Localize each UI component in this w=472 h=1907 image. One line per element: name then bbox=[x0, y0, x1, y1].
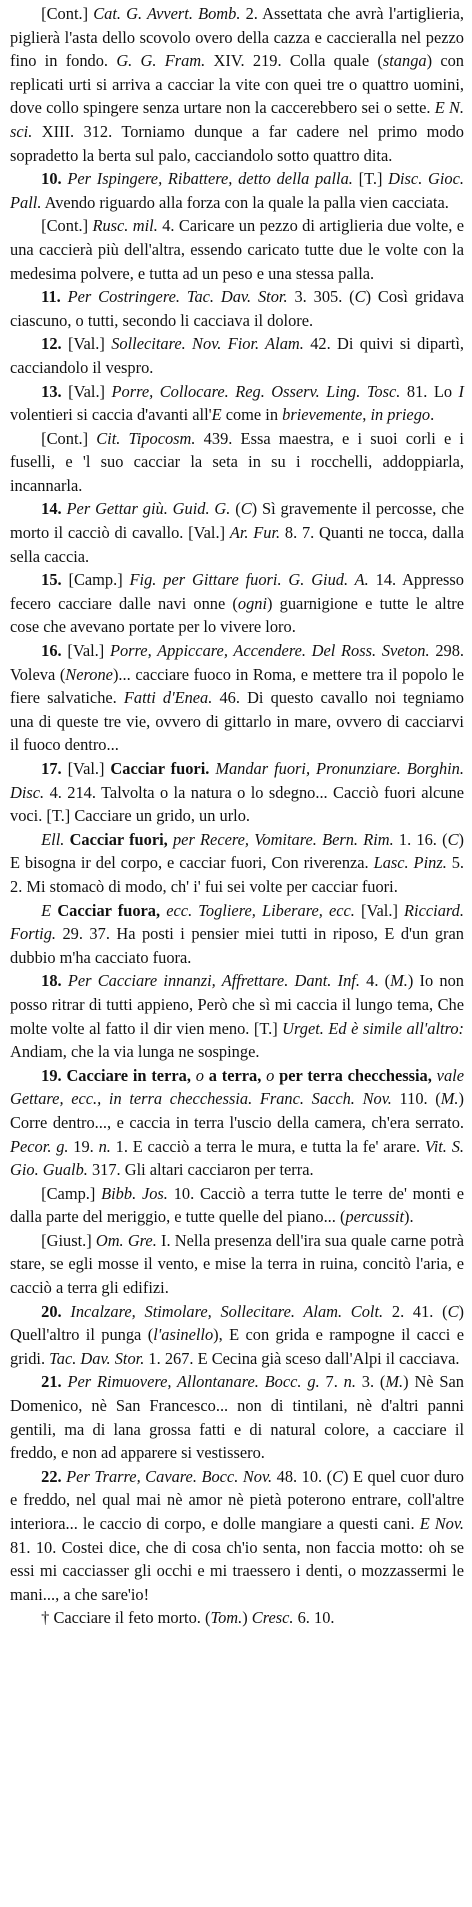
entry-paragraph bbox=[10, 1606, 464, 1630]
text-run: C bbox=[447, 1301, 459, 1321]
text-run: o bbox=[266, 1065, 275, 1085]
text-run: C bbox=[332, 1466, 344, 1486]
text-run: Porre, Collocare. Reg. Osserv. Ling. Tosc. bbox=[111, 381, 401, 401]
text-run: Lasc. Pinz. bbox=[373, 853, 447, 873]
text-run: Tom. bbox=[210, 1608, 243, 1628]
entry-paragraph bbox=[10, 214, 464, 285]
entry-paragraph bbox=[10, 1064, 464, 1182]
text-run: C bbox=[447, 829, 459, 849]
text-run: ecc. Togliere, Liberare, ecc. bbox=[166, 900, 355, 920]
text-run: I. Nella presenza dell'ira sua quale carne potrà stare, se egli mosse il vento, e mise la terra in ruina, concitò l'aria, e cacciò a terra gli edifizi. bbox=[10, 1230, 464, 1298]
text-run: Fig. per Gittare fuori. G. Giud. A. bbox=[129, 570, 369, 590]
entry-paragraph bbox=[10, 380, 464, 427]
text-run: 14. bbox=[41, 499, 67, 519]
text-run: percussit bbox=[345, 1207, 405, 1227]
text-run: come in bbox=[221, 405, 283, 425]
text-run: in priego bbox=[370, 405, 431, 425]
text-run: E N. sci. bbox=[10, 98, 464, 141]
text-run: ) Quell'altro il punga ( bbox=[10, 1301, 464, 1345]
text-run: volentieri si caccia d'avanti all' bbox=[10, 405, 212, 425]
text-run: stanga bbox=[382, 51, 427, 71]
text-run: Ricciard. Fortig. bbox=[10, 900, 464, 944]
text-run: M. bbox=[390, 971, 408, 991]
text-run: Per Costringere. Tac. Dav. Stor. bbox=[67, 287, 288, 307]
text-run: ) Così gridava ciascuno, o tutti, secondo li cacciava il dolore. bbox=[10, 287, 464, 330]
text-run: 19. bbox=[68, 1136, 99, 1156]
entry-paragraph bbox=[10, 969, 464, 1063]
text-run: 1. E cacciò a terra le mura, e tutta la fe' arare. bbox=[110, 1136, 425, 1156]
text-run: l'asinello bbox=[153, 1325, 214, 1345]
text-run: 3. ( bbox=[355, 1372, 386, 1392]
text-run: Per Gettar giù. Guid. G. bbox=[66, 499, 231, 519]
text-run: Per Rimuovere, Allontanare. Bocc. g. bbox=[67, 1372, 320, 1392]
text-run: 13. bbox=[41, 381, 69, 401]
text-run: E bbox=[211, 405, 222, 425]
text-run: 4. 214. Talvolta o la natura o lo sdegno... Cacciò fuori alcune voci. [T.] Cacciare un grido, un urlo. bbox=[10, 782, 464, 826]
text-run: I bbox=[458, 381, 465, 401]
text-run: n. bbox=[343, 1372, 356, 1392]
text-run: 1. 16. ( bbox=[393, 829, 448, 849]
text-run: 42. Di quivi si dipartì, cacciandolo il vespro. bbox=[10, 334, 464, 377]
text-run: Disc. Gioc. Pall. bbox=[10, 169, 464, 212]
text-run: [Val.] bbox=[354, 900, 405, 920]
text-run: ) Nè San Domenico, nè San Francesco... non di tintilani, nè d'altri panni gentili, ma di lana grossa fatti e di natural colore, a cacciare il freddo, e non ad apparere si vestissero. bbox=[10, 1372, 464, 1463]
text-run: [Cont.] bbox=[41, 4, 94, 23]
text-run: Om. Gre. bbox=[95, 1230, 157, 1250]
text-run: 17. bbox=[41, 759, 68, 778]
text-run: Cit. Tipocosm. bbox=[96, 428, 196, 448]
text-run: Cat. G. Avvert. Bomb. bbox=[93, 4, 241, 23]
entry-paragraph bbox=[10, 1300, 464, 1371]
text-run: E bbox=[41, 900, 58, 920]
text-run: Per Ispingere, Ribattere, detto della palla. bbox=[67, 169, 353, 189]
text-run: 81. 10. Costei dice, che di cosa ch'io senta, non faccia motto: oh se essi mi cacciasser gli occhi e mi traessero i denti, o mozzassermi le mani..., a che sare'io! bbox=[10, 1537, 464, 1604]
text-run: Per Trarre, Cavare. Bocc. Nov. bbox=[66, 1466, 273, 1486]
text-run: ) Sì gravemente il percosse, che morto il cacciò di cavallo. [Val.] bbox=[10, 499, 464, 543]
text-run: Avendo riguardo alla forza con la quale la palla vien cacciata. bbox=[41, 192, 449, 212]
text-run: Incalzare, Stimolare, Sollecitare. Alam. Colt. bbox=[70, 1301, 384, 1321]
text-run: 3. 305. ( bbox=[287, 287, 355, 307]
text-run: ( bbox=[230, 499, 241, 519]
text-run: 46. Di questo cavallo noi tegniamo una di queste tre vie, ovvero di gittarlo in mare, ovvero di cacciarvi il fuoco dentro... bbox=[10, 688, 464, 755]
entry-paragraph bbox=[10, 427, 464, 498]
entry-paragraph bbox=[10, 899, 464, 970]
entry-paragraph bbox=[10, 568, 464, 639]
text-run: Cresc. bbox=[251, 1608, 294, 1628]
text-run: 48. 10. ( bbox=[272, 1466, 333, 1486]
text-run: 16. bbox=[41, 641, 68, 661]
text-run: 439. Essa maestra, e i suoi corli e i fuselli, e 'l suo cacciar la seta in su i rocchelli, addoppiarla, incannarla. bbox=[10, 428, 464, 495]
entry-paragraph bbox=[10, 639, 464, 757]
text-run: 15. bbox=[41, 570, 69, 590]
text-run: ) bbox=[242, 1608, 252, 1628]
text-run: 317. Gli altari cacciaron per terra. bbox=[87, 1160, 314, 1180]
text-run: vale Gettare, ecc., in terra checchessia. Franc. Sacch. Nov. bbox=[10, 1065, 464, 1109]
text-run: XIII. 312. Torniamo dunque a far cadere nel primo modo sopradetto la berta sul palo, cacciandolo sotto quattro dita. bbox=[10, 121, 464, 165]
text-run: [Cont.] bbox=[41, 428, 97, 448]
text-run: 18. bbox=[41, 971, 68, 991]
text-run: ) con replicati urti si arriva a cacciar la vite con quei tre o quattro uomini, dove collo spingere senza urtare non la caccerebbero sei o sette. bbox=[10, 51, 464, 118]
text-run: 2. Assettata che avrà l'artiglieria, piglierà l'asta dello scovolo overo della cazza e caccieralla nel pezzo fino in fondo. bbox=[10, 4, 464, 71]
text-run: XIV. 219. Colla quale ( bbox=[205, 51, 383, 71]
text-run: [T.] bbox=[352, 169, 389, 189]
text-run: 14. Appresso fecero cacciare dalle navi onne ( bbox=[10, 570, 464, 613]
text-run: Cacciar fuori, bbox=[69, 829, 168, 849]
text-run: 81. Lo bbox=[400, 381, 459, 401]
text-run: . bbox=[430, 405, 435, 425]
text-run: Tac. Dav. Stor. bbox=[49, 1348, 145, 1368]
text-run: 21. bbox=[41, 1372, 68, 1392]
text-run: Andiam, che la via lunga ne sospinge. bbox=[10, 1042, 260, 1062]
text-run: [Camp.] bbox=[41, 1183, 102, 1203]
text-run: ) Corre dentro..., e caccia in terra l'uscio della camera, ch'era serrato. bbox=[10, 1089, 464, 1132]
entry-paragraph bbox=[10, 1370, 464, 1464]
text-run: Cacciar fuori. bbox=[110, 759, 210, 778]
text-run: ) guarnigione e tutte le altre cose che avevano portate per lo vivere loro. bbox=[10, 593, 464, 637]
text-run: Nerone bbox=[65, 664, 113, 684]
entry-paragraph bbox=[10, 167, 464, 214]
text-run: Pecor. g. bbox=[10, 1136, 69, 1156]
text-run: C bbox=[354, 287, 366, 307]
text-run: [Val.] bbox=[67, 759, 111, 778]
text-run: Cacciare in terra, bbox=[66, 1065, 191, 1085]
text-run: ) E bisogna ir del corpo, e cacciar fuori, Con riverenza. bbox=[10, 829, 464, 873]
text-run: Urget. Ed è simile all'altro: bbox=[282, 1018, 464, 1038]
text-run: Vit. S. Gio. Gualb. bbox=[10, 1136, 464, 1180]
text-run: 11. bbox=[41, 287, 68, 307]
dictionary-page bbox=[10, 2, 464, 1630]
text-run: , bbox=[362, 405, 371, 425]
text-run: 10. bbox=[41, 169, 68, 189]
text-run: Porre, Appiccare, Accendere. Del Ross. Sveton. bbox=[109, 641, 430, 661]
entry-paragraph bbox=[10, 828, 464, 899]
text-run: M. bbox=[440, 1089, 459, 1109]
text-run: ogni bbox=[237, 593, 268, 613]
text-run: Ar. Fur. bbox=[229, 523, 281, 543]
text-run: M. bbox=[385, 1372, 404, 1392]
text-run: ) Io non posso ritrar di tutti appieno, Però che sì mi caccia il lungo tema, Che molte volte al fatto il dir vien meno. [T.] bbox=[10, 971, 464, 1038]
text-run: ), E con grida e rampogne il cacci e gridi. bbox=[10, 1325, 464, 1368]
entry-paragraph bbox=[10, 497, 464, 568]
text-run: [Camp.] bbox=[68, 570, 130, 590]
text-run: 19. bbox=[41, 1065, 67, 1085]
text-run: [Val.] bbox=[68, 381, 112, 401]
text-run: 5. 2. Mi stomacò di modo, ch' i' fui sei volte per cacciar fuori. bbox=[10, 853, 465, 896]
text-run: per terra checchessia, bbox=[274, 1065, 432, 1085]
text-run: 10. Cacciò a terra tutte le terre de' monti e dalla parte del meriggio, e tutte quelle del piano... ( bbox=[10, 1183, 464, 1227]
entry-paragraph bbox=[10, 332, 464, 379]
text-run: Cacciar fuora, bbox=[57, 900, 161, 920]
text-run: G. G. Fram. bbox=[116, 51, 206, 71]
text-run: per Recere, Vomitare. Bern. Rim. bbox=[172, 829, 394, 849]
text-run: 298. Voleva ( bbox=[10, 641, 464, 684]
text-run: )... cacciare fuoco in Roma, e mettere tra il popolo le fiere salvatiche. bbox=[10, 664, 464, 708]
text-run: Mandar fuori, Pronunziare. Borghin. Disc. bbox=[10, 759, 464, 802]
text-run: [Giust.] bbox=[41, 1230, 96, 1250]
text-run: 7. bbox=[319, 1372, 344, 1392]
text-run: 22. bbox=[41, 1466, 67, 1486]
entry-paragraph bbox=[10, 2, 464, 167]
text-run: 6. 10. bbox=[293, 1608, 335, 1628]
entry-paragraph bbox=[10, 1465, 464, 1607]
text-run: Ell. bbox=[41, 829, 70, 849]
text-run: 4. Caricare un pezzo di artiglieria due volte, e una caccierà più dell'altra, essendo caricato tutte due le volte con la medesima polvere, e tutta ad un peso e una stessa palla. bbox=[10, 216, 464, 283]
text-run: 20. bbox=[41, 1301, 71, 1321]
text-run: o bbox=[195, 1065, 204, 1085]
text-run: C bbox=[240, 499, 252, 519]
text-run: a terra, bbox=[203, 1065, 262, 1085]
entry-paragraph bbox=[10, 1229, 464, 1300]
text-run: Bibb. Jos. bbox=[101, 1183, 168, 1203]
text-run: 4. ( bbox=[359, 971, 391, 991]
text-run: ) E quel cuor duro e freddo, nel qual mai nè amor nè pietà poterono entrare, coll'altre interiora... le caccio di corpo, e dolle mangiare a questi cani. bbox=[10, 1466, 464, 1533]
text-run: E Nov. bbox=[419, 1514, 464, 1533]
entry-paragraph bbox=[10, 285, 464, 332]
text-run: brievemente bbox=[282, 405, 363, 425]
entry-paragraph bbox=[10, 757, 464, 828]
text-run: Rusc. mil. bbox=[92, 216, 158, 236]
text-run: [Val.] bbox=[68, 334, 112, 354]
text-run: 110. ( bbox=[391, 1089, 441, 1109]
text-run: ). bbox=[404, 1207, 414, 1227]
text-run: [Val.] bbox=[67, 641, 110, 661]
text-run: [Cont.] bbox=[41, 216, 93, 236]
text-run: 2. 41. ( bbox=[383, 1301, 448, 1321]
text-run: n. bbox=[98, 1136, 111, 1156]
text-run: Per Cacciare innanzi, Affrettare. Dant. Inf. bbox=[67, 971, 360, 991]
text-run: 12. bbox=[41, 334, 68, 354]
text-run: 8. 7. Quanti ne tocca, dalla sella caccia. bbox=[10, 523, 464, 566]
entry-paragraph bbox=[10, 1182, 464, 1229]
text-run: Fatti d'Enea. bbox=[123, 688, 213, 708]
text-run: 1. 267. E Cecina già sceso dall'Alpi il cacciava. bbox=[144, 1348, 460, 1368]
text-run: † Cacciare il feto morto. ( bbox=[41, 1608, 211, 1628]
text-run: Sollecitare. Nov. Fior. Alam. bbox=[111, 334, 304, 354]
text-run: 29. 37. Ha posti i pensier miei tutti in riposo, E d'un gran dubbio m'ha cacciato fuora. bbox=[10, 924, 464, 967]
